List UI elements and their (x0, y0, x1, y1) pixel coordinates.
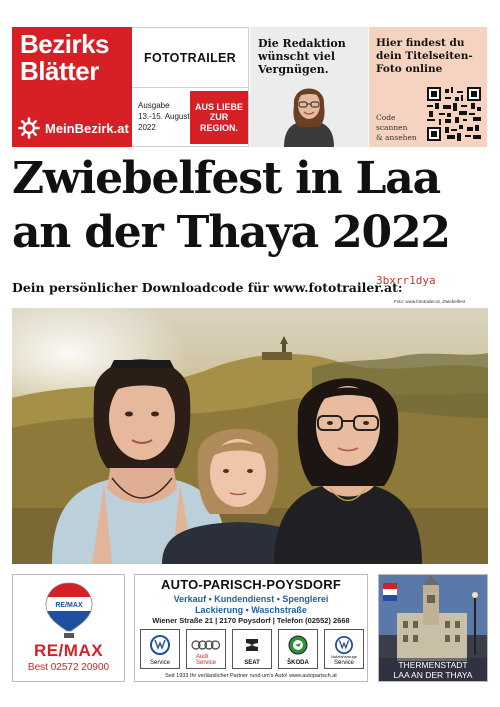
bezirksblaetter-logo[interactable] (12, 27, 132, 147)
issue-label: Ausgabe (138, 101, 170, 110)
vw-service-label: Service (149, 660, 170, 666)
meinbezirk-sun-icon (18, 117, 40, 139)
photo-illustration (12, 308, 488, 564)
page-title-line1: Zwiebelfest in Laa (12, 153, 440, 204)
seat-badge (232, 629, 272, 669)
issue-info (138, 100, 190, 133)
auto-parisch-services (135, 594, 367, 616)
skoda-badge (278, 629, 318, 669)
remax-ad[interactable] (12, 574, 125, 682)
thermenstadt-ad[interactable] (378, 574, 488, 682)
audi-rings-icon (191, 640, 221, 650)
logo-title-line2: Blätter (20, 56, 99, 86)
scan-hint (376, 113, 417, 143)
brand-logo-row (140, 629, 364, 669)
auto-parisch-title: AUTO-PARISCH-POYSDORF (161, 577, 341, 592)
title-photo-text (376, 37, 473, 76)
event-photo (12, 308, 488, 564)
remax-balloon-label: RE/MAX (55, 602, 83, 609)
section-label: FOTOTRAILER (132, 28, 248, 88)
photo-credit: Foto: www.fototrailer.at, Zwiebelfest (394, 299, 466, 304)
audi-label-line2: Service (195, 660, 216, 666)
scan-hint-line2: scannen (376, 123, 408, 132)
services-line1: Verkauf • Kundendienst • Spenglerei (173, 594, 329, 604)
redaktion-panel (250, 27, 368, 147)
page-title-line2: an der Thaya 2022 (12, 207, 450, 258)
title-photo-panel (369, 27, 487, 147)
audi-service-badge (186, 629, 226, 669)
auto-parisch-footer: Seit 1933 Ihr verlässlicher Partner rund um's Auto! www.autoparisch.at (165, 673, 337, 679)
issue-year: 2022 (138, 123, 156, 132)
logo-sub-text: MeinBezirk.at (45, 120, 129, 136)
vw-nutzfahrzeuge-badge (324, 629, 364, 669)
auto-parisch-address: Wiener Straße 21 | 2170 Poysdorf | Telefon (02552) 2668 (152, 616, 350, 625)
region-slogan-badge (190, 91, 248, 144)
skoda-label: ŠKODA (287, 660, 309, 666)
issue-dates: 13.-15. August (138, 112, 190, 121)
remax-phone: Best 02572 20900 (27, 662, 110, 673)
services-line2: Lackierung • Waschstraße (195, 605, 307, 615)
download-code[interactable]: 3bxrr1dya (376, 274, 436, 287)
title-photo-line2: dein Titelseiten- (376, 50, 473, 62)
redaktion-line1: Die Redaktion (258, 37, 346, 50)
vw-service-badge (140, 629, 180, 669)
remax-balloon-icon (44, 581, 94, 639)
redaktion-greeting (258, 37, 346, 76)
remax-name: RE/MAX (33, 641, 104, 660)
redaktion-line3: Vergnügen. (258, 63, 329, 76)
audi-label-line1: Audi (195, 654, 208, 660)
page-title (12, 152, 492, 260)
seat-logo-icon (243, 636, 261, 654)
header-issue-panel (132, 27, 249, 147)
title-photo-line1: Hier findest du (376, 37, 465, 49)
logo-title-line1: Bezirks (20, 29, 109, 59)
region-slogan-line2: ZUR (209, 112, 229, 123)
vw-commercial-service-label: Service (333, 660, 354, 666)
scan-hint-line1: Code (376, 113, 396, 122)
meinbezirk-brand (18, 117, 129, 139)
region-slogan-line1: AUS LIEBE (194, 101, 243, 112)
editor-portrait (270, 75, 348, 147)
logo-title (20, 31, 109, 85)
scan-hint-line3: & ansehen (376, 133, 417, 142)
qr-code-icon[interactable] (427, 87, 481, 141)
skoda-logo-icon (288, 635, 308, 655)
thermenstadt-line1: THERMENSTADT (398, 660, 468, 670)
vw-logo-icon (150, 635, 170, 655)
title-photo-line3: Foto online (376, 63, 443, 75)
nutzfahrzeuge-label: Nutzfahrzeuge (330, 654, 357, 659)
thermenstadt-line2: LAA AN DER THAYA (393, 670, 473, 680)
region-slogan-line3: REGION. (199, 122, 238, 133)
vw-commercial-logo-icon (335, 636, 353, 654)
auto-parisch-ad[interactable] (134, 574, 368, 682)
redaktion-line2: wünscht viel (258, 50, 336, 63)
seat-label: SEAT (244, 660, 260, 666)
download-code-label: Dein persönlicher Downloadcode für www.fototrailer.at: (12, 280, 403, 295)
thermenstadt-label (379, 658, 487, 682)
